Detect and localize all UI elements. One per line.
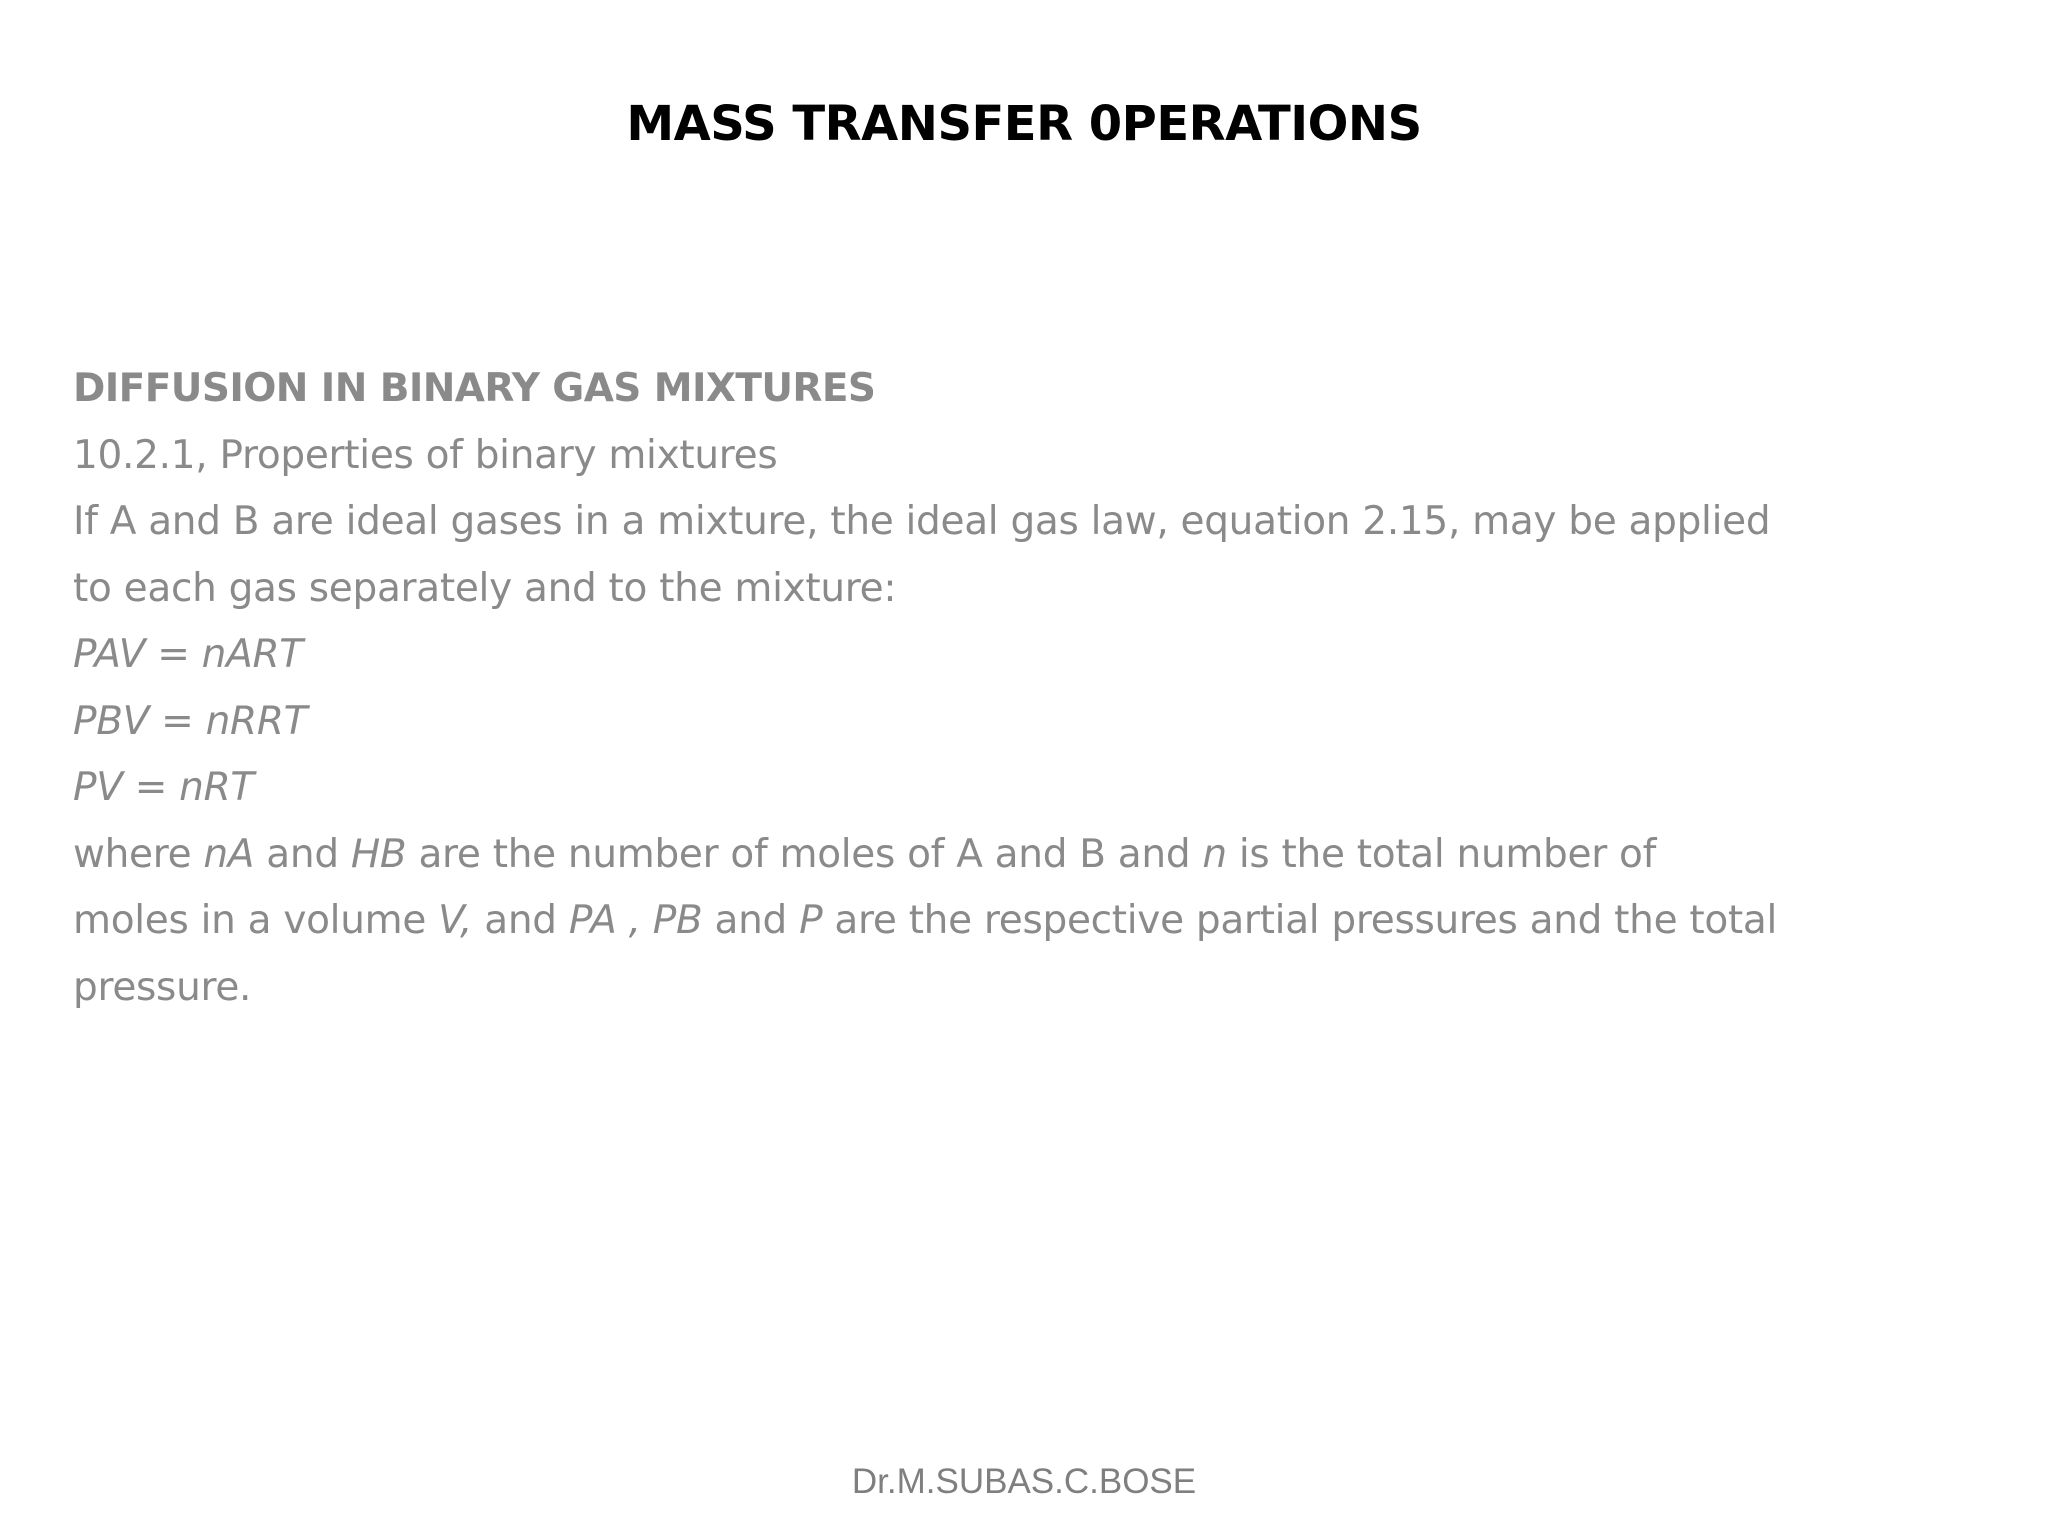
definition-text: moles in a volume <box>73 898 439 943</box>
definition-text: are the number of moles of A and B and <box>406 831 1203 877</box>
definition-text: and <box>702 898 800 943</box>
variable-pa-pb: PA , PB <box>568 898 703 943</box>
variable-v: V, <box>438 898 473 943</box>
section-heading: DIFFUSION IN BINARY GAS MIXTURES <box>73 366 876 411</box>
equation-a: PAV = nART <box>73 632 303 677</box>
slide-title: MASS TRANSFER 0PERATIONS <box>626 96 1422 152</box>
definition-text: where <box>73 831 204 877</box>
definition-text: and <box>472 898 569 943</box>
equation-b: PBV = nRRT <box>73 698 308 744</box>
slide-body <box>73 356 1778 1021</box>
intro-text-line-1: If A and B are ideal gases in a mixture, the ideal gas law, equation 2.15, may be applied <box>73 499 1771 544</box>
intro-text-line-2: to each gas separately and to the mixture: <box>73 565 897 611</box>
variable-hb: HB <box>350 831 407 877</box>
definition-text: is the total number of <box>1226 831 1657 877</box>
definition-line-2 <box>73 888 1778 955</box>
definition-text: and <box>254 831 351 877</box>
variable-na: nA <box>203 831 255 877</box>
subsection-heading: 10.2.1, Properties of binary mixtures <box>73 432 778 478</box>
author-footer: Dr.M.SUBAS.C.BOSE <box>851 1462 1197 1501</box>
definition-line-1 <box>73 822 1773 889</box>
variable-p: P <box>799 898 823 943</box>
definition-text: are the respective partial pressures and the total <box>822 898 1778 943</box>
variable-n: n <box>1202 831 1227 877</box>
equation-mixture: PV = nRT <box>73 765 254 810</box>
definition-line-3: pressure. <box>73 964 252 1010</box>
